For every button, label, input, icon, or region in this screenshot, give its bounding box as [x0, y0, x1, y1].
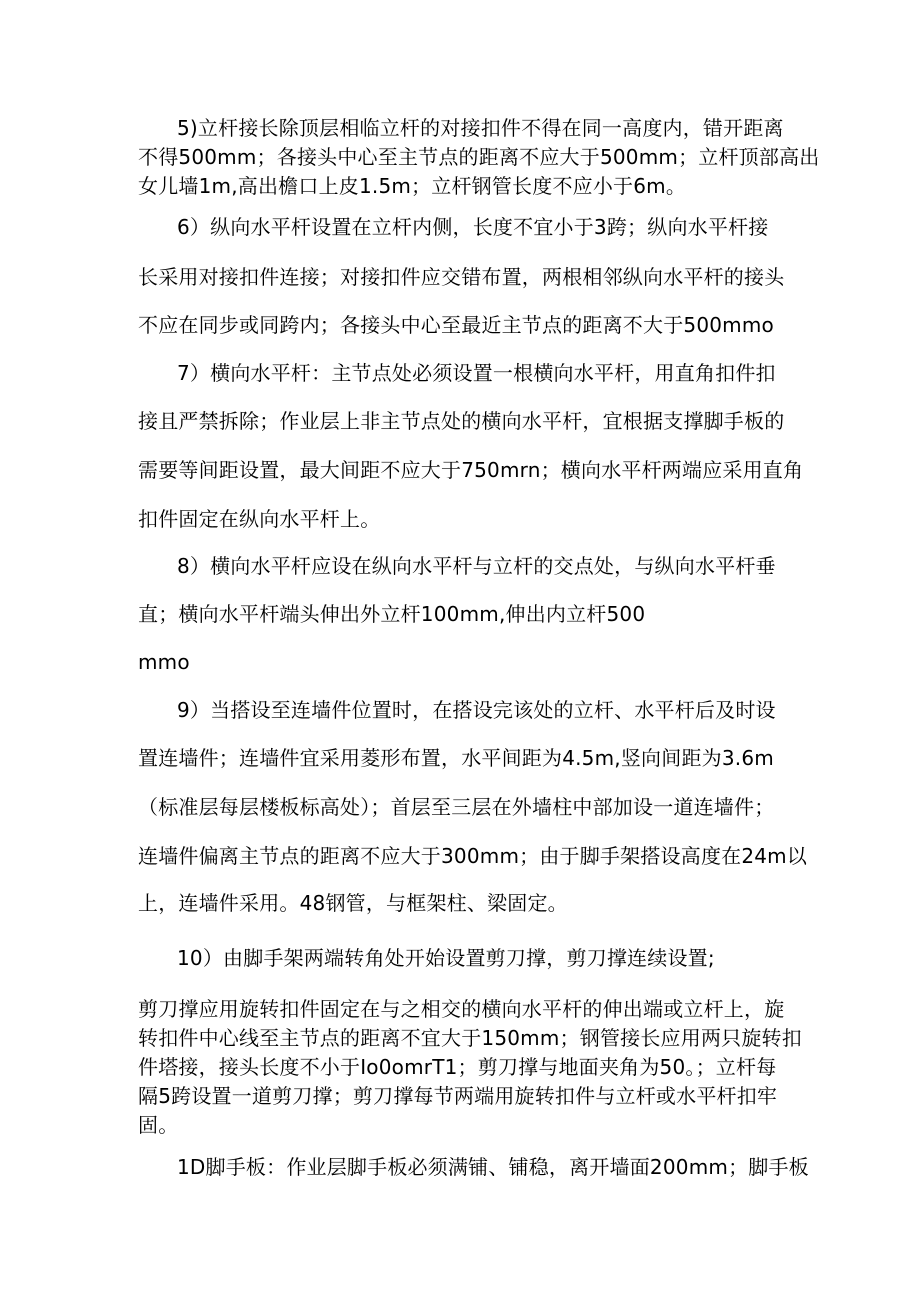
- text-line: 7）横向水平杆：主节点处必须设置一根横向水平杆，用直角扣件扣: [177, 361, 776, 385]
- text-line: 8）横向水平杆应设在纵向水平杆与立杆的交点处，与纵向水平杆垂: [177, 554, 776, 578]
- text-line: 上，连墙件采用。48钢管，与框架柱、梁固定。: [138, 891, 568, 915]
- text-line: 连墙件偏离主节点的距离不应大于300mm；由于脚手架搭设高度在24m以: [138, 844, 808, 868]
- text-line: （标准层每层楼板标高处）；首层至三层在外墙柱中部加设一道连墙件；: [138, 795, 775, 819]
- text-line: 隔5跨设置一道剪刀撑；剪刀撑每节两端用旋转扣件与立杆或水平杆扣牢: [138, 1084, 778, 1108]
- text-line: 转扣件中心线至主节点的距离不宜大于150mm；钢管接长应用两只旋转扣: [138, 1026, 802, 1050]
- text-line: 9）当搭设至连墙件位置时，在搭设完该处的立杆、水平杆后及时设: [177, 698, 776, 722]
- text-line: 5)立杆接长除顶层相临立杆的对接扣件不得在同一高度内，错开距离: [177, 116, 784, 140]
- text-line: 置连墙件；连墙件宜采用菱形布置，水平间距为4.5m,竖向间距为3.6m: [138, 746, 774, 770]
- text-line: 10）由脚手架两端转角处开始设置剪刀撑，剪刀撑连续设置;: [177, 946, 715, 970]
- text-line: 长采用对接扣件连接；对接扣件应交错布置，两根相邻纵向水平杆的接头: [138, 265, 785, 289]
- text-line: 女儿墙1m,高出檐口上皮1.5m；立杆钢管长度不应小于6m。: [138, 174, 687, 198]
- text-line: mmo: [138, 650, 190, 674]
- text-line: 6）纵向水平杆设置在立杆内侧，长度不宜小于3跨；纵向水平杆接: [177, 215, 769, 239]
- text-line: 接且严禁拆除；作业层上非主节点处的横向水平杆，宜根据支撑脚手板的: [138, 409, 785, 433]
- text-line: 件塔接，接头长度不小于Io0omrT1；剪刀撑与地面夹角为50。；立杆每: [138, 1055, 777, 1079]
- text-line: 直；横向水平杆端头伸出外立杆100mm,伸出内立杆500: [138, 602, 646, 626]
- text-line: 1D脚手板：作业层脚手板必须满铺、铺稳，离开墙面200mm；脚手板: [177, 1155, 809, 1179]
- text-line: 固。: [138, 1113, 179, 1137]
- text-line: 扣件固定在纵向水平杆上。: [138, 507, 381, 531]
- text-line: 不得500mm；各接头中心至主节点的距离不应大于500mm；立杆顶部高出: [138, 145, 820, 169]
- text-line: 不应在同步或同跨内；各接头中心至最近主节点的距离不大于500mmo: [138, 313, 774, 337]
- text-line: 剪刀撑应用旋转扣件固定在与之相交的横向水平杆的伸出端或立杆上，旋: [138, 997, 785, 1021]
- text-line: 需要等间距设置，最大间距不应大于750mrn；横向水平杆两端应采用直角: [138, 458, 804, 482]
